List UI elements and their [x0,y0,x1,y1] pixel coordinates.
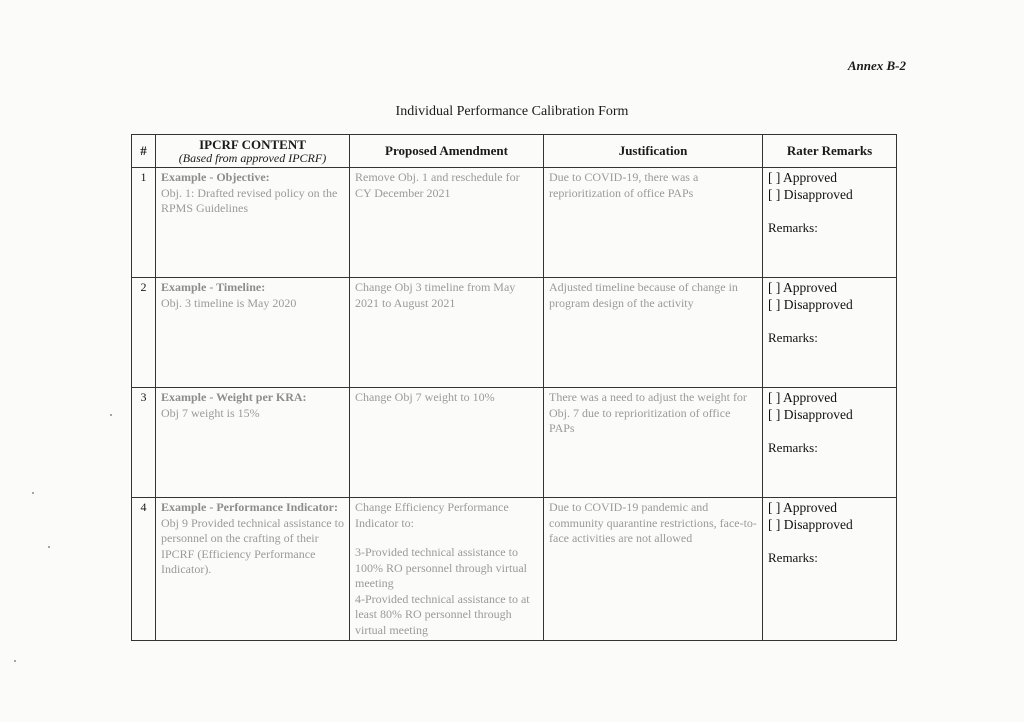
row-number: 4 [132,498,156,641]
header-rater-remarks: Rater Remarks [763,135,897,168]
disapproved-checkbox[interactable]: [ ] Disapproved [768,406,853,422]
scan-speck [110,414,112,416]
content-example-text: Obj 9 Provided technical assistance to personnel on the crafting of their IPCRF (Efficiency Performance Indicator). [161,515,344,576]
content-example-text: Obj. 3 timeline is May 2020 [161,295,297,310]
approved-checkbox[interactable]: [ ] Approved [768,170,837,185]
annex-label: Annex B-2 [847,58,906,73]
remarks-label: Remarks: [768,550,818,565]
remarks-label: Remarks: [768,330,818,345]
amendment-item: 3-Provided technical assistance to 100% RO personnel through virtual meeting [355,545,527,590]
scan-speck [32,492,34,494]
table-header-row [132,135,897,168]
header-content-subtitle: (Based from approved IPCRF) [178,151,327,166]
header-num: # [132,135,156,168]
table-row [132,388,897,498]
content-example-heading: Example - Performance Indicator: [161,500,338,514]
approved-checkbox[interactable]: [ ] Approved [768,390,837,405]
remarks-label: Remarks: [768,220,818,235]
remarks-label: Remarks: [768,440,818,455]
rater-remarks-cell [763,168,897,278]
ipcrf-content-cell [156,498,350,641]
proposed-amendment-cell: Change Obj 7 weight to 10% [350,388,544,498]
content-example-heading: Example - Objective: [161,170,270,184]
scan-speck [14,660,16,662]
row-number: 2 [132,278,156,388]
approved-checkbox[interactable]: [ ] Approved [768,280,837,295]
justification-cell: Adjusted timeline because of change in program design of the activity [544,278,763,388]
rater-remarks-cell [763,388,897,498]
form-title: Individual Performance Calibration Form [395,104,629,119]
content-example-text: Obj 7 weight is 15% [161,405,260,420]
rater-remarks-cell [763,278,897,388]
approved-checkbox[interactable]: [ ] Approved [768,500,837,515]
ipcrf-content-cell [156,168,350,278]
disapproved-checkbox[interactable]: [ ] Disapproved [768,186,853,202]
amendment-intro: Change Efficiency Performance Indicator to: [355,500,509,530]
header-proposed-amendment: Proposed Amendment [350,135,544,168]
justification-cell: There was a need to adjust the weight for Obj. 7 due to reprioritization of office PAPs [544,388,763,498]
disapproved-checkbox[interactable]: [ ] Disapproved [768,516,853,532]
justification-cell: Due to COVID-19, there was a reprioritization of office PAPs [544,168,763,278]
header-ipcrf-content [156,135,350,168]
header-justification: Justification [544,135,763,168]
content-example-heading: Example - Weight per KRA: [161,390,307,404]
ipcrf-content-cell [156,388,350,498]
proposed-amendment-cell: Remove Obj. 1 and reschedule for CY December 2021 [350,168,544,278]
calibration-table [131,134,897,641]
proposed-amendment-cell [350,498,544,641]
scan-speck [48,546,50,548]
table-row [132,498,897,641]
rater-remarks-cell [763,498,897,641]
row-number: 1 [132,168,156,278]
justification-cell: Due to COVID-19 pandemic and community quarantine restrictions, face-to-face activities are not allowed [544,498,763,641]
proposed-amendment-cell: Change Obj 3 timeline from May 2021 to August 2021 [350,278,544,388]
content-example-heading: Example - Timeline: [161,280,266,294]
table-row [132,168,897,278]
amendment-item: 4-Provided technical assistance to at least 80% RO personnel through virtual meeting [355,591,530,637]
table-row [132,278,897,388]
disapproved-checkbox[interactable]: [ ] Disapproved [768,296,853,312]
content-example-text: Obj. 1: Drafted revised policy on the RPMS Guidelines [161,185,338,215]
ipcrf-content-cell [156,278,350,388]
header-content-title: IPCRF CONTENT [199,136,306,152]
row-number: 3 [132,388,156,498]
